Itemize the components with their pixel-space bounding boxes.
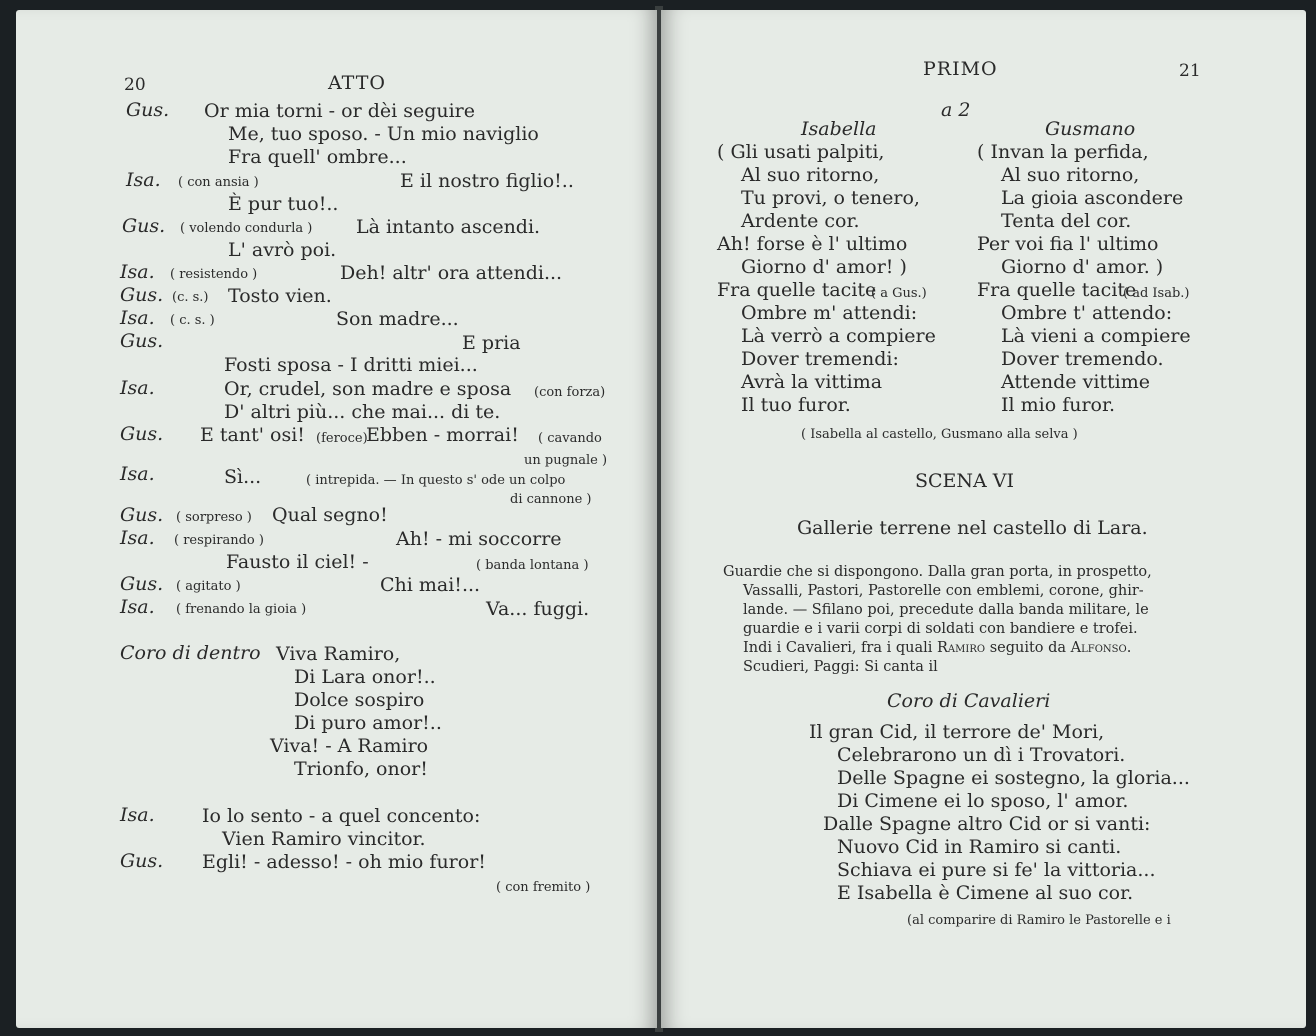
running-head: ATTO	[328, 72, 386, 94]
a-due-marker: a 2	[941, 99, 971, 121]
chorus-line: Di Cimene ei lo sposo, l' amor.	[837, 790, 1129, 812]
scene-description-line: Scudieri, Paggi: Si canta il	[743, 659, 938, 675]
stage-direction: di cannone )	[510, 492, 592, 507]
chorus-title: Coro di Cavalieri	[887, 690, 1051, 712]
verse-line: Là intanto ascendi.	[356, 216, 541, 238]
stage-direction: ( volendo condurla )	[180, 221, 313, 236]
stage-direction: ( banda lontana )	[476, 558, 589, 573]
stage-direction: ( con fremito )	[496, 880, 591, 895]
verse-line: D' altri più... che mai... di te.	[224, 401, 501, 423]
verse-line: Ah! - mi soccorre	[396, 528, 562, 550]
scene-description-line: Guardie che si dispongono. Dalla gran porta, in prospetto,	[723, 564, 1152, 580]
duet-line: Al suo ritorno,	[1001, 164, 1140, 186]
duet-line: Là verrò a compiere	[741, 325, 936, 347]
verse-line: Deh! altr' ora attendi...	[340, 262, 563, 284]
stage-direction: (feroce)	[316, 431, 368, 446]
right-page	[661, 10, 1306, 1028]
chorus-line: Il gran Cid, il terrore de' Mori,	[809, 721, 1105, 743]
page-number: 21	[1179, 61, 1201, 81]
stage-direction: ( c. s. )	[170, 313, 215, 328]
chorus-speaker: Coro di dentro	[120, 642, 261, 664]
duet-line: Giorno d' amor. )	[1001, 256, 1164, 278]
speaker: Gus.	[122, 215, 166, 237]
chorus-line: Nuovo Cid in Ramiro si canti.	[837, 836, 1122, 858]
duet-line: Fra quelle tacite	[977, 279, 1137, 301]
duet-line: Il tuo furor.	[741, 394, 851, 416]
speaker: Gus.	[126, 99, 170, 121]
verse-line: Vien Ramiro vincitor.	[222, 828, 426, 850]
duet-line: Ah! forse è l' ultimo	[717, 233, 908, 255]
verse-line: È pur tuo!..	[228, 193, 339, 215]
chorus-line: Di Lara onor!..	[294, 666, 436, 688]
speaker: Gus.	[120, 284, 164, 306]
scene-description-line	[743, 639, 1131, 658]
stage-direction: un pugnale )	[524, 453, 608, 468]
stage-direction: (c. s.)	[172, 290, 209, 305]
stage-direction: ( sorpreso )	[176, 510, 252, 525]
chorus-line: Viva Ramiro,	[276, 643, 401, 665]
verse-line: Or mia torni - or dèi seguire	[204, 100, 476, 122]
scene-description-line: lande. — Sfilano poi, precedute dalla banda militare, le	[743, 602, 1149, 618]
speaker: Isa.	[120, 596, 155, 618]
verse-line: E il nostro figlio!..	[400, 170, 574, 192]
verse-line: Me, tuo sposo. - Un mio naviglio	[228, 123, 539, 145]
duet-line: Dover tremendo.	[1001, 348, 1164, 370]
scene-title: SCENA VI	[915, 470, 1015, 492]
speaker: Gus.	[120, 850, 164, 872]
duet-line: ( Gli usati palpiti,	[717, 141, 885, 163]
left-page	[16, 10, 657, 1028]
scene-description-line: Vassalli, Pastori, Pastorelle con emblemi, corone, ghir-	[743, 583, 1144, 599]
speaker: Gus.	[120, 423, 164, 445]
duet-line: Per voi fia l' ultimo	[977, 233, 1159, 255]
character-name-alfonso: Alfonso.	[1070, 640, 1132, 656]
speaker: Isa.	[120, 527, 155, 549]
verse-line: Or, crudel, son madre e sposa	[224, 378, 512, 400]
speaker: Isa.	[120, 261, 155, 283]
chorus-line: Celebrarono un dì i Trovatori.	[837, 744, 1126, 766]
verse-line: Tosto vien.	[228, 285, 332, 307]
stage-direction: ( respirando )	[174, 533, 264, 548]
chorus-line: Schiava ei pure si fe' la vittoria...	[837, 859, 1156, 881]
verse-line: Sì...	[224, 466, 262, 488]
stage-direction: ( frenando la gioia )	[176, 602, 307, 617]
duet-line: La gioia ascondere	[1001, 187, 1184, 209]
duet-line: Ombre m' attendi:	[741, 302, 918, 324]
stage-direction: ( cavando	[538, 431, 602, 446]
verse-line: Io lo sento - a quel concento:	[202, 805, 481, 827]
duet-line: ( Invan la perfida,	[977, 141, 1149, 163]
speaker: Gus.	[120, 330, 164, 352]
verse-line: Chi mai!...	[380, 574, 481, 596]
duet-line: Avrà la vittima	[741, 371, 883, 393]
stage-direction: ( a Gus.)	[871, 286, 927, 301]
speaker: Isa.	[120, 377, 155, 399]
verse-line: E tant' osi!	[200, 424, 305, 446]
duet-line: Fra quelle tacite	[717, 279, 877, 301]
duet-line: Il mio furor.	[1001, 394, 1116, 416]
chorus-line: Dolce sospiro	[294, 689, 425, 711]
verse-line: Va... fuggi.	[486, 598, 590, 620]
verse-line: L' avrò poi.	[228, 239, 337, 261]
running-head: PRIMO	[923, 58, 998, 80]
stage-direction: ( intrepida. — In questo s' ode un colpo	[306, 473, 566, 488]
character-name-ramiro: Ramiro	[937, 640, 986, 656]
duet-line: Ombre t' attendo:	[1001, 302, 1173, 324]
duet-name-isabella: Isabella	[801, 118, 877, 140]
stage-direction: (con forza)	[534, 385, 606, 400]
chorus-line: Di puro amor!..	[294, 712, 442, 734]
footer-direction: (al comparire di Ramiro le Pastorelle e i	[907, 913, 1171, 928]
stage-direction: ( resistendo )	[170, 267, 258, 282]
verse-line: Fra quell' ombre...	[228, 146, 407, 168]
exit-direction: ( Isabella al castello, Gusmano alla selva )	[801, 427, 1078, 442]
page-number: 20	[124, 75, 146, 95]
duet-line: Là vieni a compiere	[1001, 325, 1191, 347]
speaker: Isa.	[120, 804, 155, 826]
scene-setting: Gallerie terrene nel castello di Lara.	[797, 517, 1148, 539]
scene-description-line: guardie e i varii corpi di soldati con bandiere e trofei.	[743, 621, 1138, 637]
duet-line: Tu provi, o tenero,	[741, 187, 920, 209]
duet-line: Ardente cor.	[741, 210, 860, 232]
verse-line: Son madre...	[336, 308, 459, 330]
verse-line: Fosti sposa - I dritti miei...	[224, 354, 478, 376]
chorus-line: Viva! - A Ramiro	[270, 735, 429, 757]
duet-line: Dover tremendi:	[741, 348, 899, 370]
chorus-line: Trionfo, onor!	[294, 758, 428, 780]
duet-name-gusmano: Gusmano	[1045, 118, 1136, 140]
description-text: Indi i Cavalieri, fra i quali	[743, 640, 933, 656]
verse-line: Egli! - adesso! - oh mio furor!	[202, 851, 486, 873]
chorus-line: Dalle Spagne altro Cid or si vanti:	[823, 813, 1151, 835]
duet-line: Giorno d' amor! )	[741, 256, 907, 278]
verse-line: Fausto il ciel! -	[226, 551, 369, 573]
stage-direction: ( agitato )	[176, 579, 241, 594]
chorus-line: Delle Spagne ei sostegno, la gloria...	[837, 767, 1190, 789]
stage-direction: ( con ansia )	[178, 175, 259, 190]
verse-line: Ebben - morrai!	[366, 424, 519, 446]
speaker: Isa.	[126, 169, 161, 191]
description-text: seguito da	[989, 640, 1067, 656]
stage-direction: ( ad Isab.)	[1123, 286, 1190, 301]
verse-line: E pria	[462, 332, 521, 354]
speaker: Isa.	[120, 307, 155, 329]
speaker: Gus.	[120, 573, 164, 595]
speaker: Isa.	[120, 463, 155, 485]
duet-line: Attende vittime	[1001, 371, 1151, 393]
duet-line: Al suo ritorno,	[741, 164, 880, 186]
duet-line: Tenta del cor.	[1001, 210, 1132, 232]
speaker: Gus.	[120, 504, 164, 526]
verse-line: Qual segno!	[272, 504, 388, 526]
chorus-line: E Isabella è Cimene al suo cor.	[837, 882, 1134, 904]
